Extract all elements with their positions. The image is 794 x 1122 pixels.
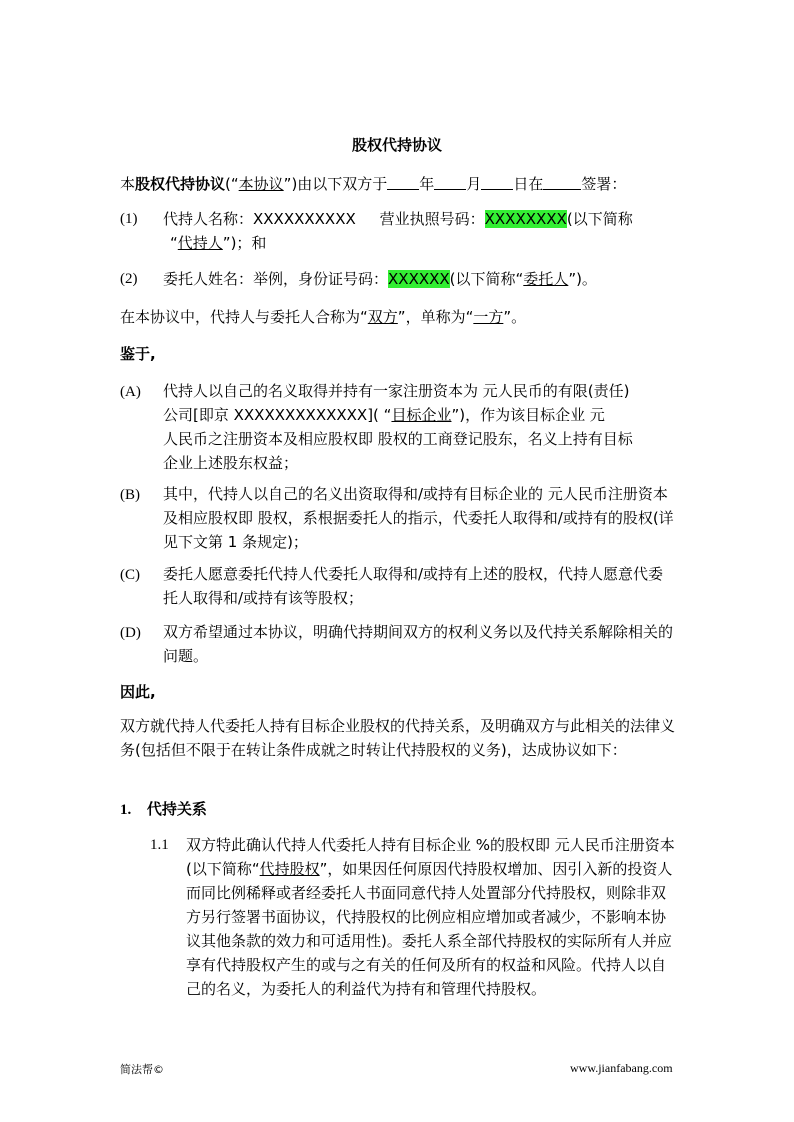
recital-a-label: (A): [120, 384, 141, 400]
agreement-paragraph: 双方就代持人代委托人持有目标企业股权的代持关系，及明确双方与此相关的法律义务(包括但不限于在转让条件成就之时转让代持股权的义务)，达成协议如下：: [120, 717, 676, 759]
footer-brand: 简法帮©: [120, 1063, 164, 1076]
section-1-heading: [120, 797, 680, 822]
one-party-term: 一方: [473, 308, 504, 326]
party2-label: (2): [120, 271, 138, 287]
footer-url[interactable]: www.jianfabang.com: [570, 1061, 673, 1075]
agreement-name: 股权代持协议: [135, 175, 226, 193]
recital-b-text: 其中，代持人以自己的名义出资取得和/或持有目标企业的 元人民币注册资本及相应股权即 股权，系根据委托人的指示，代委托人取得和/或持有的股权(详见下文第 1 条规定)；: [163, 485, 674, 551]
agreement-short-name: 本协议: [238, 175, 284, 193]
recital-a-line2: 公司[即京 XXXXXXXXXXXXX]( “目标企业”)，作为该目标企业 元: [163, 406, 605, 424]
recital-a-line1: 代持人以自己的名义取得并持有一家注册资本为 元人民币的有限(责任): [163, 382, 630, 400]
therefore-heading: 因此,: [120, 683, 156, 701]
section-number: 1.: [120, 802, 132, 818]
recital-a-line3: 人民币之注册资本及相应股权即 股权的工商登记股东，名义上持有目标: [163, 430, 633, 448]
year-blank: [387, 175, 419, 190]
clause-1-1-number: 1.1: [150, 837, 169, 853]
id-card-number: XXXXXX: [388, 270, 450, 288]
party1-label: (1): [120, 211, 138, 227]
intro-paragraph: 本股权代持协议(“本协议”)由以下双方于 年 月 日在 签署：: [120, 175, 627, 193]
parties-definition: 在本协议中，代持人与委托人合称为“双方”，单称为“一方”。: [120, 308, 527, 326]
principal-short-name: 委托人: [523, 270, 569, 288]
target-company-term: 目标企业: [391, 406, 452, 424]
place-blank: [543, 175, 581, 190]
recital-c-text: 委托人愿意委托代持人代委托人取得和/或持有上述的股权，代持人愿意代委托人取得和/或持有该等股权；: [163, 565, 664, 607]
party2-line: 委托人姓名：举例，身份证号码：XXXXXX(以下简称“委托人”)。: [163, 270, 597, 288]
document-title: 股权代持协议: [351, 136, 442, 154]
section-title: 代持关系: [146, 800, 207, 818]
whereas-heading: 鉴于,: [120, 345, 156, 363]
party1-line2: “代持人”)；和: [170, 234, 267, 252]
day-blank: [481, 175, 513, 190]
business-license-number: XXXXXXXX: [484, 210, 567, 228]
month-blank: [434, 175, 466, 190]
holder-short-name: 代持人: [177, 234, 223, 252]
recital-d-label: (D): [120, 625, 141, 641]
clause-1-1-text: 双方特此确认代持人代委托人持有目标企业 %的股权即 元人民币注册资本(以下简称“代持股权”，如果因任何原因代持股权增加、因引入新的投资人而同比例稀释或者经委托人书面同意代持人处置部分代持股权，则除非双方另行签署书面协议，代持股权的比例应相应增加或者减少，不影响本协议其他条款的效力和可适用性)。委托人系全部代持股权的实际所有人并应享有代持股权产生的或与之有关的任何及所有的权益和风险。代持人以自己的名义，为委托人的利益代为持有和管理代持股权。: [186, 836, 675, 998]
recital-a-line4: 企业上述股东权益；: [163, 454, 299, 472]
both-parties-term: 双方: [367, 308, 398, 326]
party1-line1: 代持人名称：XXXXXXXXXX 营业执照号码：XXXXXXXX(以下简称: [163, 210, 633, 228]
recital-d-text: 双方希望通过本协议，明确代持期间双方的权利义务以及代持关系解除相关的问题。: [163, 623, 674, 665]
recital-c-label: (C): [120, 567, 140, 583]
recital-b-label: (B): [120, 487, 140, 503]
held-equity-term: 代持股权: [259, 860, 320, 878]
